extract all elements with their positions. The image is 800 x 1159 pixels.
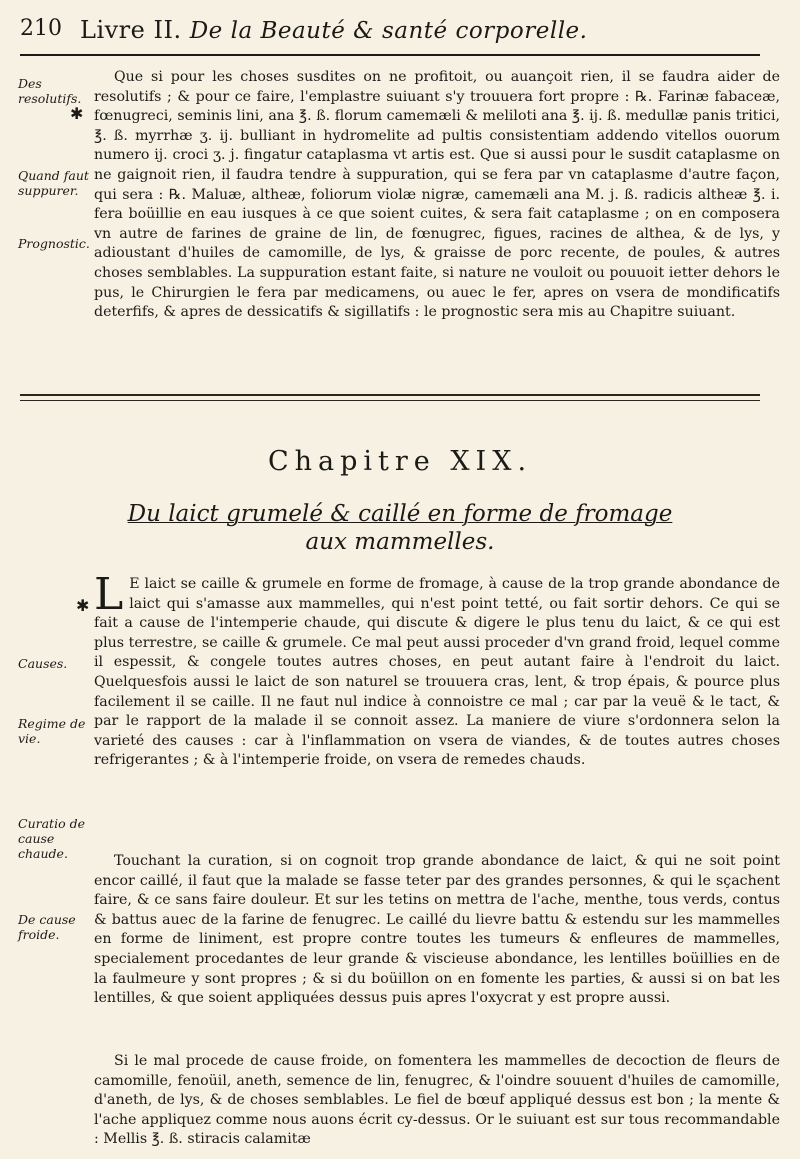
section-divider xyxy=(20,394,760,401)
chapter-subtitle-line1: Du laict grumelé & caillé en forme de fromage xyxy=(127,501,673,527)
drop-cap: L xyxy=(94,569,124,620)
margin-note-suppurer: Quand faut suppurer. xyxy=(18,168,89,198)
margin-note-resolutifs: Des resolutifs. xyxy=(18,76,82,106)
chapter-title: Chapitre XIX. xyxy=(267,446,533,477)
chapter-subtitle xyxy=(0,500,800,556)
running-title-book: Livre II. xyxy=(80,16,182,44)
margin-note-cause-froide: De cause froide. xyxy=(18,912,76,942)
margin-note-prognostic: Prognostic. xyxy=(18,236,90,251)
chapter-subtitle-line2: aux mammelles. xyxy=(305,529,495,555)
margin-note-regime: Regime de vie. xyxy=(18,716,86,746)
page-number: 210 xyxy=(20,16,62,41)
running-title-italic: De la Beauté & santé corporelle. xyxy=(189,18,588,44)
paragraph-causes-text: E laict se caille & grumele en forme de fromage, à cause de la trop grande abondance de laict qui s'amasse aux mammelles, qui n'est point tetté, ou fait sortir dehors. Ce qui se fait a cause de l'intemperie chaude, qui discute & digere le plus tenu du laict, & ce qui est plus terrestre, se caille & grumele. Ce mal peut aussi proceder d'vn grand froid, lequel comme il espessit, & congele toutes autres choses, en peut autant faire à l'endroit du laict. Quelquesfois aussi le laict de son naturel se trouuera cras, lent, & trop épais, & pource plus facilement il se caille. Il ne faut nul indice à connoistre ce mal ; car par la veuë & le tact, & par le rapport de la malade il se connoit assez. La maniere de viure s'ordonnera selon la varieté des causes : car à l'inflammation on vsera de viandes, & de toutes autres choses refrigerantes ; & à l'intemperie froide, on vsera de remedes chauds. xyxy=(94,576,780,769)
asterisk-icon: ✱ xyxy=(70,104,84,123)
paragraph-curation: Touchant la curation, si on cognoit trop grande abondance de laict, & qui ne soit point encor caillé, il faut que la malade se fasse teter par des grandes personnes, & qui le sçachent faire, & ce sans faire douleur. Et sur les tetins on mettra de l'ache, menthe, tous verds, contus & battus auec de la farine de fenugrec. Le caillé du lievre battu & estendu sur les mammelles en forme de liniment, est propre contre toutes les tumeurs & enfleures de mammelles, specialement procedantes de leur grande & viscieuse abondance, les lentilles boüillies en de la faulmeure y sont propres ; & si du boüillon on en fomente les parties, & aussi si on bat les lentilles, & que soient appliquées dessus puis apres l'oxycrat y est propre aussi. xyxy=(94,853,780,1007)
margin-note-cause-chaude: Curatio de cause chaude. xyxy=(18,816,85,861)
margin-column xyxy=(18,0,90,1159)
paragraph-resolutifs: Que si pour les choses susdites on ne profitoit, ou auançoit rien, il se faudra aider de resolutifs ; & pour ce faire, l'emplastre suiuant s'y trouuera fort propre : ℞. Farinæ fabaceæ, fœnugreci, seminis lini, ana ℥. ß. florum camemæli & meliloti ana ℥. ij. ß. medullæ panis tritici, ℥. ß. myrrhæ ʒ. ij. bulliant in hydromelite ad pultis consistentiam addendo vitellos ouorum numero ij. croci ʒ. j. fingatur cataplasma vt artis est. Que si aussi pour le susdit cataplasme on ne gaignoit rien, il faudra tendre à suppuration, qui se fera par vn cataplasme d'autre façon, qui sera : ℞. Maluæ, altheæ, foliorum violæ nigræ, camemæli ana M. j. ß. radicis altheæ ℥. i. fera boüillie en eau iusques à ce que soient cuites, & sera fait cataplasme ; on en composera vn autre de farines de graine de lin, de fœnugrec, figues, racines de althea, & de lys, y adioustant d'huiles de camomille, de lys, & graisse de porc recente, de poules, & autres choses semblables. La suppuration estant faite, si nature ne vouloit ou pouuoit ietter dehors le pus, le Chirurgien le fera par medicamens, ou auec le fer, apres on vsera de mondificatifs deterfifs, & apres de dessicatifs & sigillatifs : le prognostic sera mis au Chapitre suiuant. xyxy=(94,69,780,321)
asterisk-icon: ✱ xyxy=(76,596,90,615)
paragraph-causes xyxy=(94,569,780,771)
paragraph-cause-froide: Si le mal procede de cause froide, on fomentera les mammelles de decoction de fleurs de camomille, fenoüil, aneth, semence de lin, fenugrec, & l'oindre souuent d'huiles de camomille, d'aneth, de lys, & de choses semblables. Le fiel de bœuf appliqué dessus est bon ; la mente & l'ache appliquez comme nous auons écrit cy-dessus. Or le suiuant est sur tous recommandable : Mellis ℥. ß. stiracis calamitæ xyxy=(94,1053,780,1148)
running-header xyxy=(20,14,760,56)
margin-note-causes: Causes. xyxy=(18,656,68,671)
running-title xyxy=(80,16,587,44)
